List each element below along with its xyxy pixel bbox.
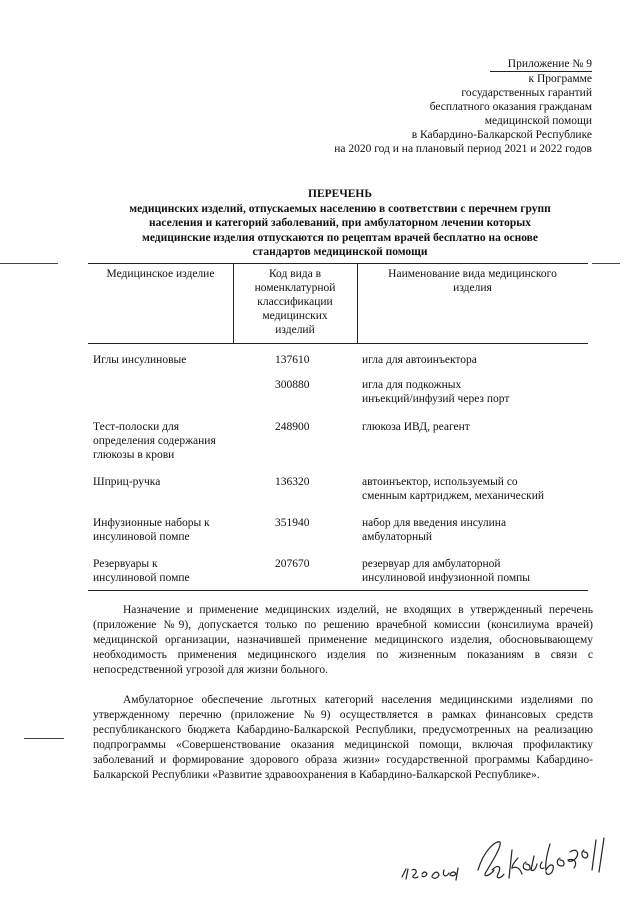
table-bottom-border <box>88 590 588 591</box>
table-row-6-device: Резервуары к инсулиновой помпе <box>93 558 190 584</box>
title-line-3: медицинские изделия отпускаются по рецептам врачей бесплатно на основе <box>141 231 538 244</box>
handwritten-signature <box>400 830 630 890</box>
table-row-1-name: игла для автоинъектора <box>362 354 477 366</box>
paragraph-2: Амбулаторное обеспечение льготных категорий населения медицинскими изделиями по утвержденному перечню (приложение №9) осуществляется в рамках финансовых средств республиканского бюджета Кабардино-Балкарской Республики, предусмотренных на реализацию подпрограммы «Совершенствование оказания медицинской помощи, включая профилактику заболеваний и формирование здорового образа жизни» государственной программы Кабардино-Балкарской Республики «Развитие здравоохранения в Кабардино-Балкарской Республике». <box>93 694 593 781</box>
table-row-3-name: глюкоза ИВД, реагент <box>362 421 470 433</box>
appendix-line-4: бесплатного оказания гражданам <box>429 101 592 113</box>
table-top-border <box>88 263 588 264</box>
title-line-4: стандартов медицинской помощи <box>252 246 428 258</box>
scan-mark-left <box>0 263 58 264</box>
table-header-name: Наименование вида медицинского изделия <box>388 268 557 294</box>
document-title <box>95 187 585 260</box>
table-row-4-code: 136320 <box>275 476 310 488</box>
table-row-5-code: 351940 <box>275 517 310 529</box>
paragraph-1: Назначение и применение медицинских изделий, не входящих в утвержденный перечень (приложение №9), допускается только по решению врачебной комиссии (консилиума врачей) медицинской организации, назначившей применение медицинского изделия, обосновывающему необходимость применения медицинского изделия по жизненным показаниям в связи с непосредственной угрозой для жизни больного. <box>93 604 593 676</box>
table-row-4-name: автоинъектор, используемый со сменным картриджем, механический <box>362 476 545 502</box>
appendix-line-1: Приложение № 9 <box>232 57 592 72</box>
table-header-device: Медицинское изделие <box>106 268 215 280</box>
table-row-3-device: Тест-полоски для определения содержания глюкозы в крови <box>93 421 216 461</box>
scan-mark-right <box>592 263 620 264</box>
table-header-border <box>88 343 588 344</box>
appendix-line-2: к Программе <box>528 73 592 85</box>
table-row-3-code: 248900 <box>275 421 310 433</box>
table-row-6-name: резервуар для амбулаторной инсулиновой инфузионной помпы <box>362 558 531 584</box>
title-heading: ПЕРЕЧЕНЬ <box>308 188 372 200</box>
appendix-block <box>232 57 592 156</box>
table-row-4-device: Шприц-ручка <box>93 476 161 488</box>
appendix-line-6: в Кабардино-Балкарской Республике <box>411 129 592 141</box>
title-line-1: медицинских изделий, отпускаемых населению в соответствии с перечнем групп <box>129 202 551 215</box>
title-line-2: населения и категорий заболеваний, при амбулаторном лечении которых <box>148 217 532 229</box>
table-row-2-name: игла для подкожных инъекций/инфузий через порт <box>362 379 510 405</box>
table-row-6-code: 207670 <box>275 558 310 570</box>
table-row-5-name: набор для введения инсулина амбулаторный <box>362 517 507 543</box>
appendix-line-3: государственных гарантий <box>461 87 592 99</box>
table-row-1-device: Иглы инсулиновые <box>93 354 187 366</box>
table-row-1-code: 137610 <box>275 354 310 366</box>
appendix-line-7: на 2020 год и на плановый период 2021 и 2022 годов <box>334 143 592 155</box>
appendix-line-5: медицинской помощи <box>484 115 592 127</box>
table-row-2-code: 300880 <box>275 379 310 391</box>
scan-mark-left-lower <box>24 738 64 739</box>
table-row-5-device: Инфузионные наборы к инсулиновой помпе <box>93 517 210 543</box>
table-header-code: Код вида в номенклатурной классификации медицинских изделий <box>254 268 336 336</box>
